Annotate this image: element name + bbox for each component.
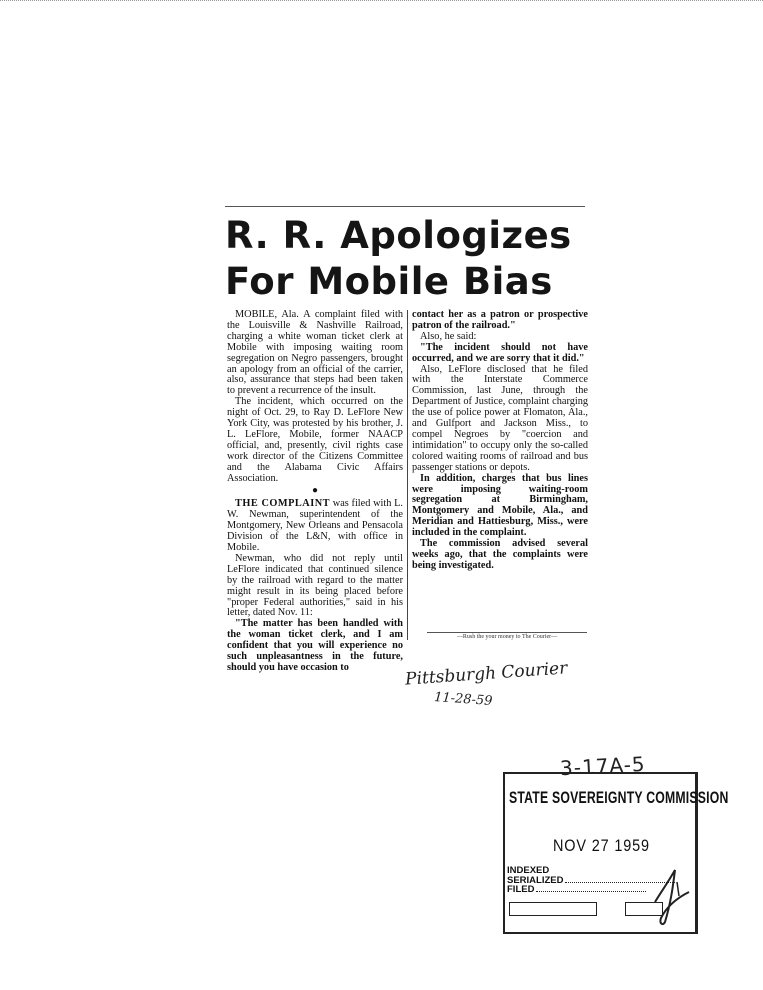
stamp-date: NOV 27 1959	[553, 836, 650, 855]
col2-paragraph-5: In addition, charges that bus lines were imposing waiting-room segregation at Birmingham, Montgomery and Mobile, Ala., and Meridian and Hattiesburg, Miss., were included in the complaint.	[412, 472, 588, 539]
handwritten-date: 11-28-59	[433, 689, 493, 710]
top-rule	[225, 206, 585, 207]
col2-paragraph-2: Also, he said:	[420, 330, 477, 342]
col1-paragraph-2: The incident, which occurred on the night of Oct. 29, to Ray D. LeFlore New York City, was protested by his brother, J. L. LeFlore, Mobile, former NAACP official, and, presently, civil rights case work director of the Citizens Committee and the Alabama Civic Affairs Association.	[227, 396, 403, 484]
headline-line-1: R. R. Apologizes	[225, 214, 572, 257]
commission-stamp	[503, 772, 729, 934]
stamp-box-left	[509, 902, 597, 916]
article-column-1	[227, 310, 403, 674]
handwritten-source: Pittsburgh Courier	[404, 658, 568, 690]
handwritten-initial-mark	[647, 862, 693, 928]
serialized-label: SERIALIZED	[507, 874, 564, 886]
file-number: 3-17A-5	[559, 751, 647, 781]
col2-paragraph-1: contact her as a patron or prospective patron of the railroad."	[412, 309, 588, 331]
col1-paragraph-1: MOBILE, Ala. A complaint filed with the Louisville & Nashville Railroad, charging a white woman ticket clerk at Mobile with imposing waiting room segregation on Negro passengers, brought an apology from an official of the carrier, also, assurance that steps had been taken to prevent a recurrence of the insult.	[227, 309, 403, 397]
scan-top-edge	[0, 0, 763, 7]
col2-paragraph-6: The commission advised several weeks ago, that the complaints were being investigated.	[412, 538, 588, 571]
courier-credit-line: —Rush the your money to The Courier—	[427, 632, 587, 640]
col2-paragraph-4: Also, LeFlore disclosed that he filed with the Interstate Commerce Commission, last June, through the Department of Justice, complaint charging the use of police power at Flomaton, Ala., and Gulfport and Jackson Miss., to compel Negroes by "coercion and intimidation" to occupy only the so-called colored waiting rooms of railroad and bus passenger stations or depots.	[412, 363, 588, 473]
article-column-2	[412, 310, 588, 572]
complaint-rest: was filed with L. W. Newman, superintendent of the Montgomery, New Orleans and Pensacola Division of the L&N, with office in Mobile.	[227, 498, 403, 554]
filed-dots	[536, 891, 646, 892]
filed-label: FILED	[507, 884, 535, 895]
col1-paragraph-3	[227, 499, 403, 554]
headline-line-2: For Mobile Bias	[225, 260, 553, 303]
stamp-title: STATE SOVEREIGNTY COMMISSION	[509, 788, 729, 807]
column-divider	[407, 310, 408, 640]
col1-paragraph-5: "The matter has been handled with the woman ticket clerk, and I am confident that you will experience no such unpleasantness in the future, should you have occasion to	[227, 618, 403, 673]
indexed-label: INDEXED	[507, 865, 550, 876]
complaint-lead: THE COMPLAINT	[235, 498, 331, 510]
col1-paragraph-4: Newman, who did not reply until LeFlore indicated that continued silence by the railroad with regard to the matter might result in its being placed before "proper Federal authorities," said in his letter, dated Nov. 11:	[227, 552, 403, 619]
section-bullet: ●	[311, 484, 319, 496]
col2-paragraph-3: "The incident should not have occurred, and we are sorry that it did."	[412, 341, 588, 364]
